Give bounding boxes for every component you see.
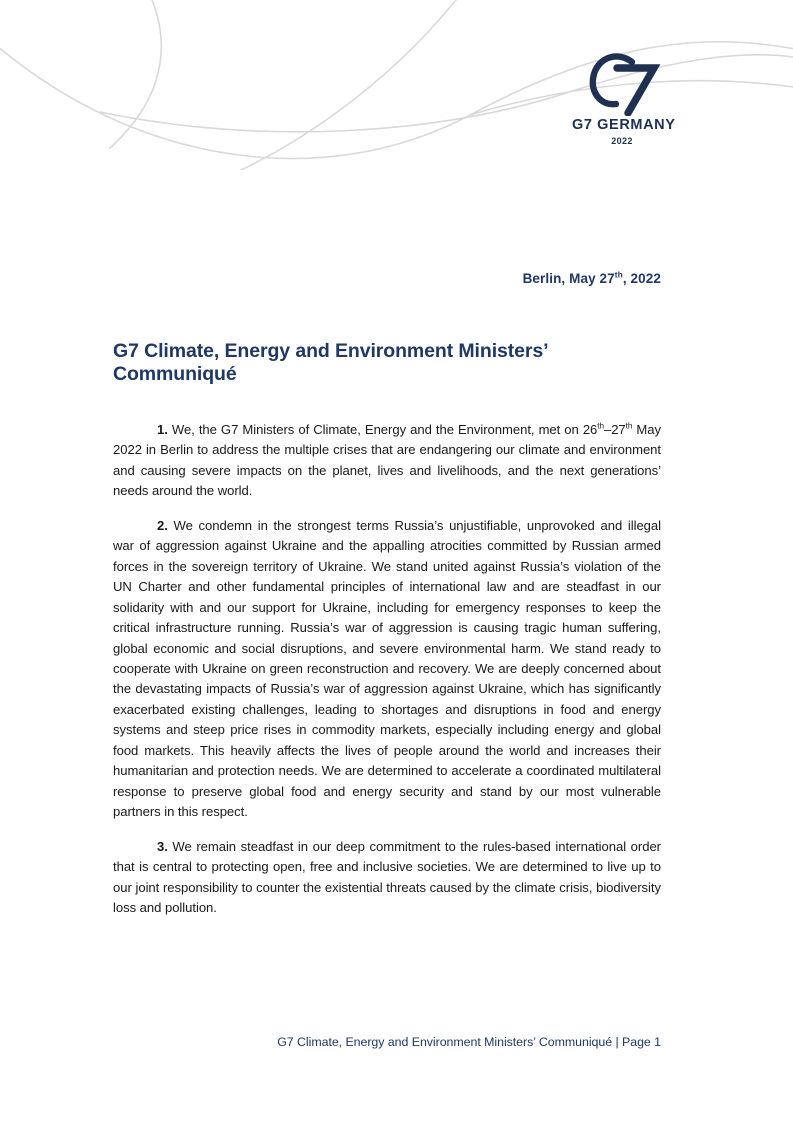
ordinal-superscript: th	[597, 421, 604, 431]
header-decoration-band	[0, 0, 793, 170]
decorative-curves-icon	[0, 0, 793, 170]
paragraph-text: We, the G7 Ministers of Climate, Energy and the Environment, met on 26	[167, 422, 598, 437]
paragraph-number: 1.	[157, 422, 168, 437]
paragraph-text: May 2022 in Berlin to address the multiple crises that are endangering our climate and environment and causing severe impacts on the planet, lives and livelihoods, and the next generations’ needs around the world.	[113, 422, 661, 499]
body-paragraph	[113, 420, 661, 502]
paragraph-number: 2.	[157, 517, 168, 533]
g7-logo-mark-icon	[572, 48, 672, 116]
dateline-ordinal-suffix: th	[614, 269, 623, 280]
dateline	[113, 271, 661, 286]
paragraph-number: 3.	[157, 838, 168, 854]
page-footer: G7 Climate, Energy and Environment Ministers’ Communiqué | Page 1	[277, 1035, 661, 1049]
logo-wordmark: G7 GERMANY	[572, 117, 676, 133]
paragraph-text: –27	[603, 422, 626, 437]
document-body	[113, 420, 661, 918]
dateline-suffix: , 2022	[622, 271, 661, 286]
g7-germany-logo	[572, 48, 676, 148]
ordinal-superscript: th	[625, 421, 633, 431]
logo-year: 2022	[611, 135, 633, 146]
dateline-prefix: Berlin, May 27	[522, 271, 615, 286]
body-paragraph	[113, 516, 661, 823]
page-title: G7 Climate, Energy and Environment Ministers’ Communiqué	[113, 340, 548, 386]
paragraph-text: We remain steadfast in our deep commitment to the rules-based international order that is central to protecting open, free and inclusive societies. We are determined to live up to our joint responsibility to counter the existential threats caused by the climate crisis, biodiversity loss and pollution.	[113, 838, 661, 915]
body-paragraph	[113, 837, 661, 919]
paragraph-text: We condemn in the strongest terms Russia’s unjustifiable, unprovoked and illegal war of aggression against Ukraine and the appalling atrocities committed by Russian armed forces in the sovereign territory of Ukraine. We stand united against Russia’s violation of the UN Charter and other fundamental principles of international law and are steadfast in our solidarity with and our support for Ukraine, including for emergency responses to keep the critical infrastructure running. Russia’s war of aggression is causing tragic human suffering, global economic and social disruptions, and severe environmental harm. We stand ready to cooperate with Ukraine on green reconstruction and recovery. We are deeply concerned about the devastating impacts of Russia’s war of aggression against Ukraine, which has significantly exacerbated existing challenges, leading to shortages and disruptions in food and energy systems and steep price rises in commodity markets, especially including energy and global food markets. This heavily affects the lives of people around the world and increases their humanitarian and protection needs. We are determined to accelerate a coordinated multilateral response to preserve global food and energy security and stand by our most vulnerable partners in this respect.	[113, 517, 661, 820]
